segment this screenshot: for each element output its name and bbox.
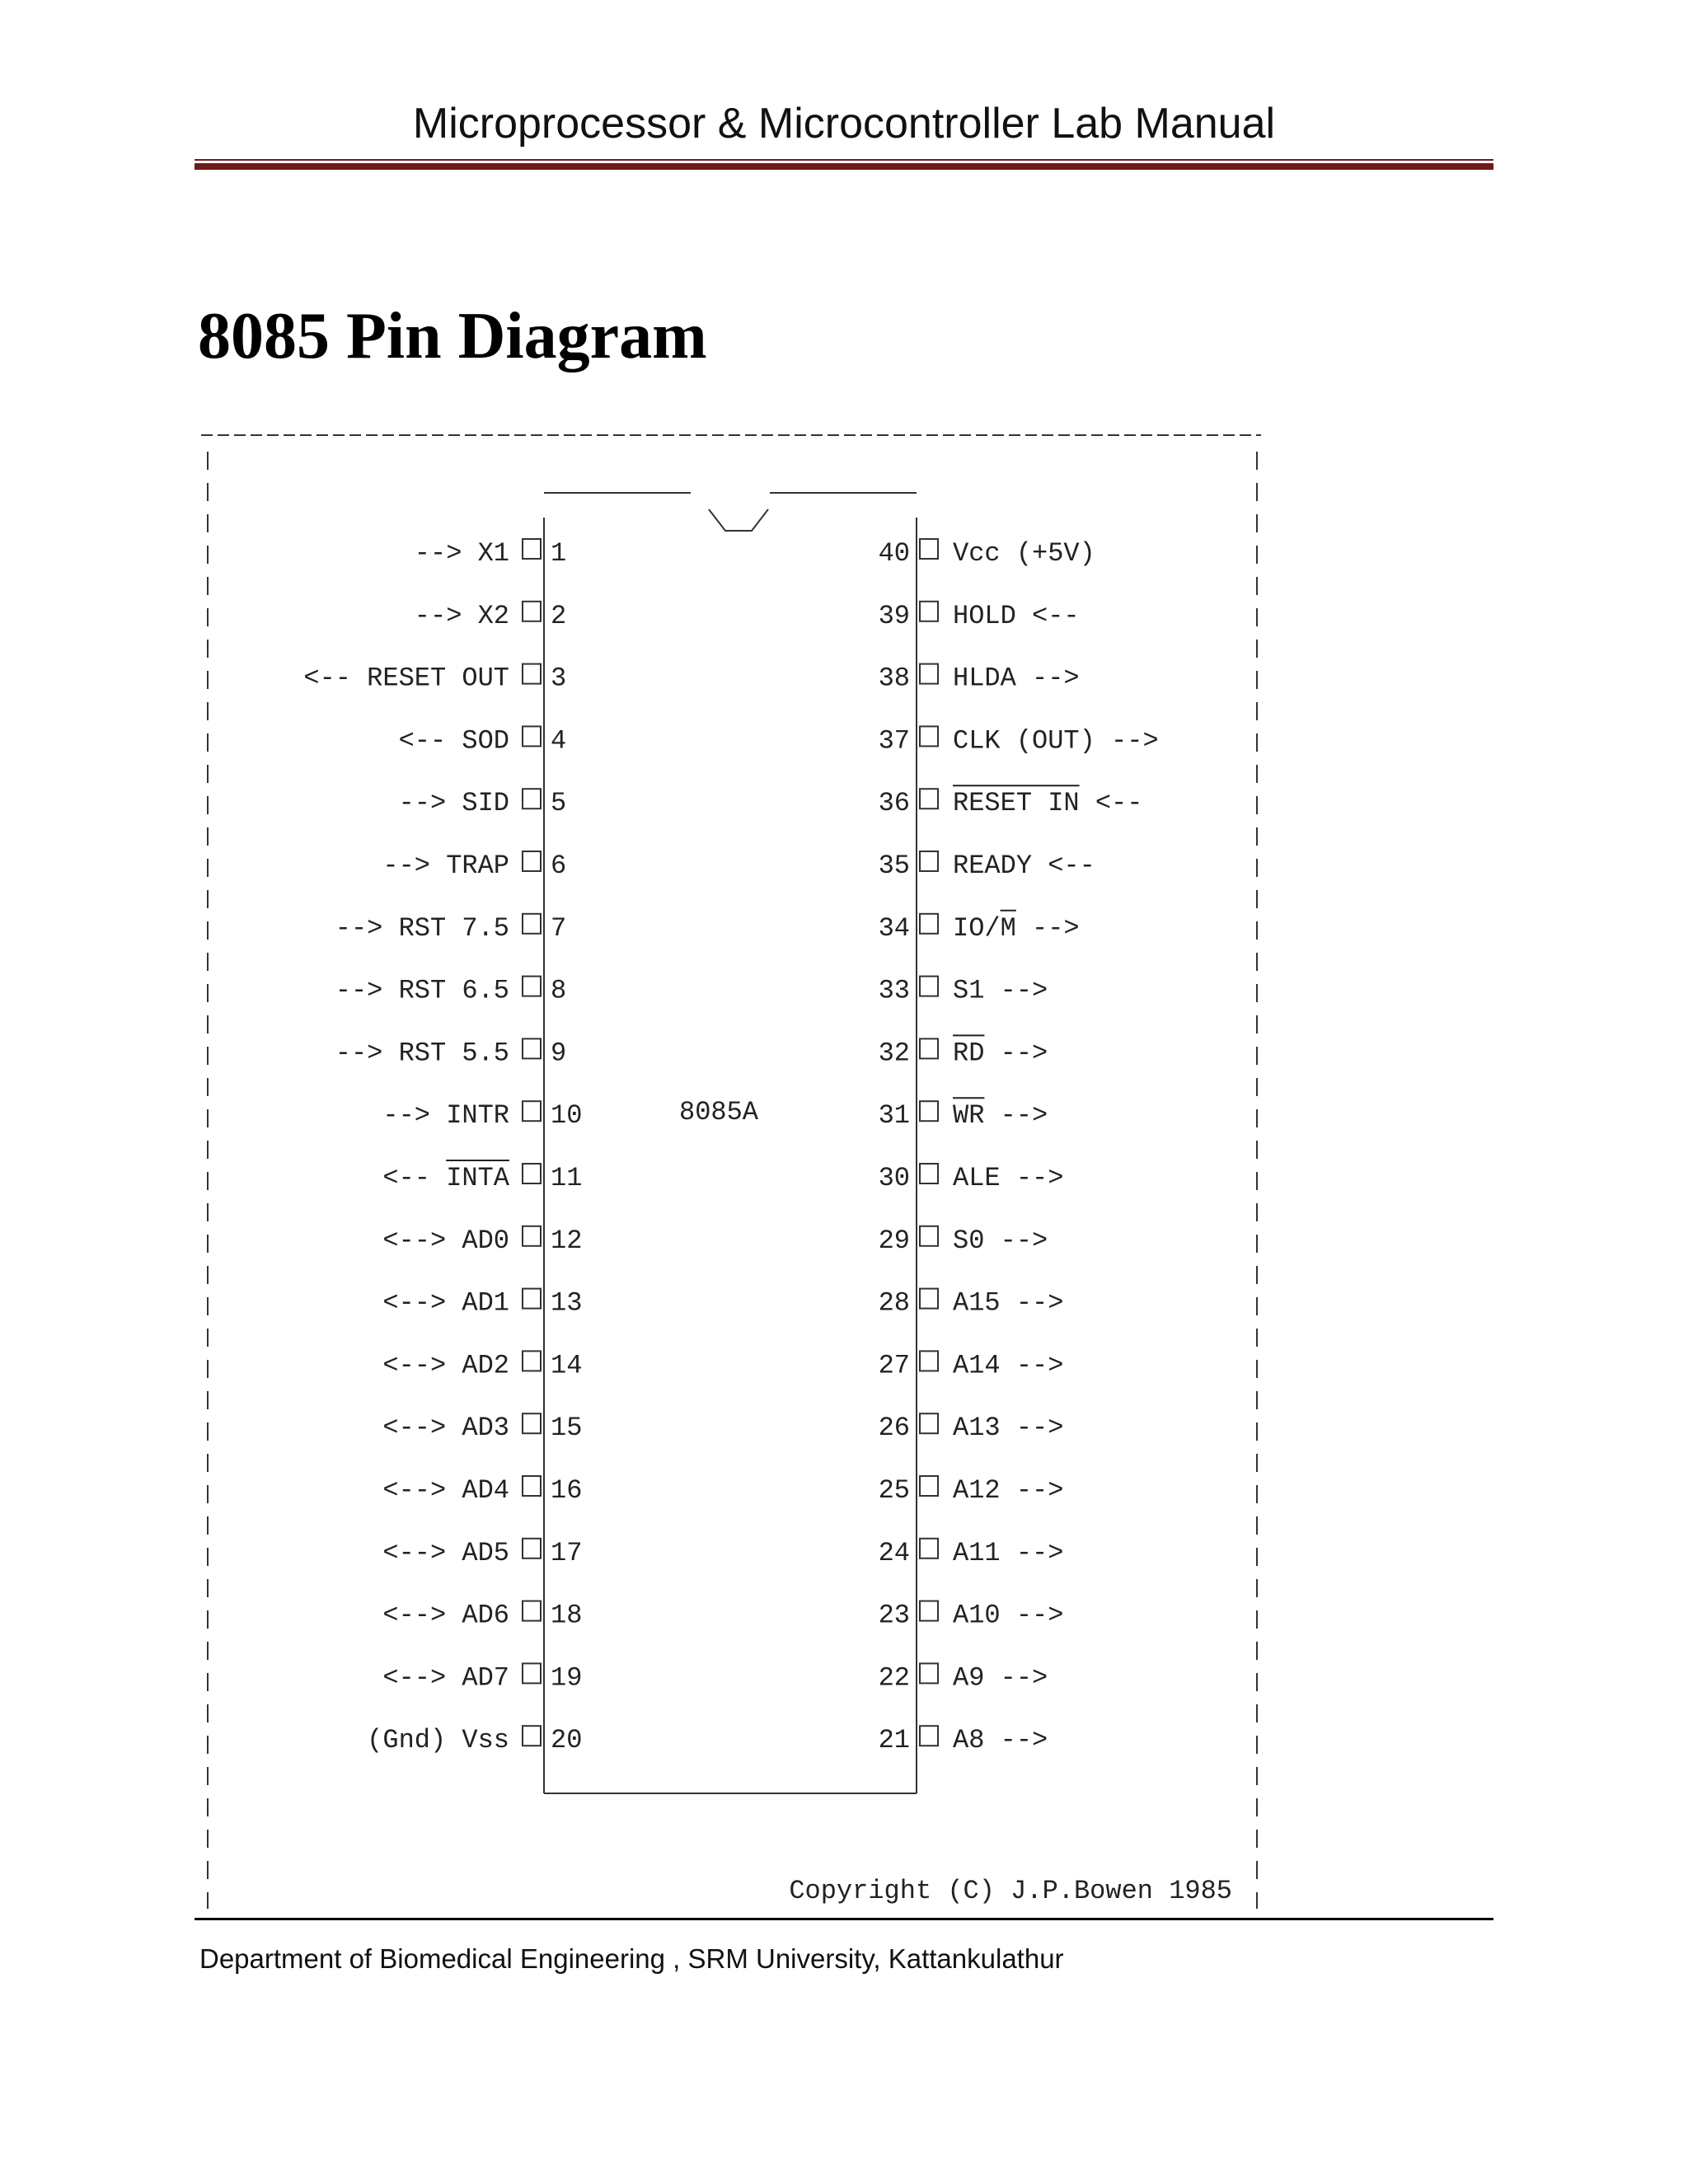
pin-14-number: 14 xyxy=(551,1350,583,1381)
pin-27-label: A14 --> xyxy=(953,1350,1064,1381)
pin-16-stub xyxy=(523,1476,541,1496)
pin-diagram-svg xyxy=(198,417,1286,1917)
pin-16-label: <--> AD4 xyxy=(382,1475,509,1506)
pin-19-number: 19 xyxy=(551,1662,583,1694)
pin-7-stub xyxy=(523,914,541,934)
pin-12-stub xyxy=(523,1226,541,1246)
pin-4-label: <-- SOD xyxy=(398,725,509,757)
pin-10-label: --> INTR xyxy=(382,1100,509,1132)
pin-15-label: <--> AD3 xyxy=(382,1413,509,1444)
pin-18-stub xyxy=(523,1601,541,1621)
pin-14-stub xyxy=(523,1351,541,1371)
pin-15-number: 15 xyxy=(551,1413,583,1444)
pin-6-label: --> TRAP xyxy=(382,851,509,881)
pin-11-stub xyxy=(523,1164,541,1183)
pin-31-number: 31 xyxy=(878,1100,910,1132)
pin-22-stub xyxy=(920,1663,938,1683)
pin-26-stub xyxy=(920,1413,938,1433)
pin-7-number: 7 xyxy=(551,912,567,944)
pin-37-label: CLK (OUT) --> xyxy=(953,725,1159,757)
pin-31-stub xyxy=(920,1101,938,1121)
pin-17-number: 17 xyxy=(551,1537,583,1568)
pin-13-label: <--> AD1 xyxy=(382,1287,509,1319)
pin-25-stub xyxy=(920,1476,938,1496)
pin-27-number: 27 xyxy=(878,1350,910,1381)
pin-27-stub xyxy=(920,1351,938,1371)
pin-19-label: <--> AD7 xyxy=(382,1662,509,1694)
pin-3-label: <-- RESET OUT xyxy=(303,663,509,694)
pin-1-stub xyxy=(523,539,541,559)
document-title: 8085 Pin Diagram xyxy=(198,300,707,373)
pin-30-number: 30 xyxy=(878,1163,910,1193)
pin-21-label: A8 --> xyxy=(953,1725,1048,1756)
pin-38-stub xyxy=(920,664,938,684)
pin-11-number: 11 xyxy=(551,1163,583,1193)
pin-25-number: 25 xyxy=(878,1475,910,1506)
pin-33-label: S1 --> xyxy=(953,975,1048,1006)
pin-5-number: 5 xyxy=(551,788,567,819)
pin-21-stub xyxy=(920,1726,938,1746)
pin-32-number: 32 xyxy=(878,1038,910,1069)
pin-34-stub xyxy=(920,914,938,934)
pin-30-label: ALE --> xyxy=(953,1163,1064,1193)
pin-23-stub xyxy=(920,1601,938,1621)
pin-17-label: <--> AD5 xyxy=(382,1537,509,1568)
pin-37-number: 37 xyxy=(878,725,910,757)
pin-30-stub xyxy=(920,1164,938,1183)
pin-16-number: 16 xyxy=(551,1475,583,1506)
copyright-text: Copyright (C) J.P.Bowen 1985 xyxy=(789,1876,1232,1906)
pin-34-number: 34 xyxy=(878,912,910,944)
pin-5-stub xyxy=(523,789,541,808)
chip-label: 8085A xyxy=(678,1097,759,1127)
pin-8-number: 8 xyxy=(551,975,567,1006)
pin-40-number: 40 xyxy=(878,538,910,569)
pin-8-label: --> RST 6.5 xyxy=(335,975,509,1006)
pin-34-label: IO/M --> xyxy=(953,912,1080,944)
pin-28-label: A15 --> xyxy=(953,1287,1064,1319)
pin-21-number: 21 xyxy=(878,1725,910,1756)
pin-22-label: A9 --> xyxy=(953,1662,1048,1694)
pin-35-number: 35 xyxy=(878,851,910,881)
pin-23-label: A10 --> xyxy=(953,1600,1064,1631)
pin-28-stub xyxy=(920,1289,938,1309)
pin-17-stub xyxy=(523,1539,541,1558)
pin-diagram xyxy=(198,417,1286,1917)
pin-20-label: (Gnd) Vss xyxy=(367,1725,509,1756)
pin-40-label: Vcc (+5V) xyxy=(953,538,1095,569)
pin-36-number: 36 xyxy=(878,788,910,819)
pin-3-stub xyxy=(523,664,541,684)
pin-6-number: 6 xyxy=(551,851,567,881)
header-rule xyxy=(195,159,1493,161)
pin-9-stub xyxy=(523,1038,541,1058)
pin-31-label: WR --> xyxy=(953,1100,1048,1132)
pin-35-stub xyxy=(920,851,938,871)
pin-32-label: RD --> xyxy=(953,1038,1048,1069)
pin-2-number: 2 xyxy=(551,600,567,631)
pin-23-number: 23 xyxy=(878,1600,910,1631)
page-footer: Department of Biomedical Engineering , SRM University, Kattankulathur xyxy=(199,1943,1064,1974)
pin-37-stub xyxy=(920,726,938,746)
pin-4-number: 4 xyxy=(551,725,567,757)
pin-25-label: A12 --> xyxy=(953,1475,1064,1506)
pin-35-label: READY <-- xyxy=(953,851,1095,881)
pin-36-stub xyxy=(920,789,938,808)
pin-32-stub xyxy=(920,1038,938,1058)
pin-12-label: <--> AD0 xyxy=(382,1225,509,1256)
pin-5-label: --> SID xyxy=(398,788,509,819)
header-rule-thick xyxy=(195,163,1493,170)
pin-33-stub xyxy=(920,977,938,996)
pin-24-label: A11 --> xyxy=(953,1537,1064,1568)
pin-33-number: 33 xyxy=(878,975,910,1006)
pin-13-number: 13 xyxy=(551,1287,583,1319)
pin-4-stub xyxy=(523,726,541,746)
pin-20-number: 20 xyxy=(551,1725,583,1756)
pin-29-number: 29 xyxy=(878,1225,910,1256)
pin-38-label: HLDA --> xyxy=(953,663,1080,694)
pin-11-label: <-- INTA xyxy=(382,1163,509,1193)
pin-14-label: <--> AD2 xyxy=(382,1350,509,1381)
pin-29-label: S0 --> xyxy=(953,1225,1048,1256)
pin-10-stub xyxy=(523,1101,541,1121)
pin-39-label: HOLD <-- xyxy=(953,600,1080,631)
pin-1-number: 1 xyxy=(551,538,567,569)
pin-20-stub xyxy=(523,1726,541,1746)
pin-3-number: 3 xyxy=(551,663,567,694)
pin-24-stub xyxy=(920,1539,938,1558)
pin-38-number: 38 xyxy=(878,663,910,694)
pin-36-label: RESET IN <-- xyxy=(953,788,1143,819)
pin-1-label: --> X1 xyxy=(414,538,509,569)
pin-24-number: 24 xyxy=(878,1537,910,1568)
pin-39-stub xyxy=(920,602,938,621)
pin-18-label: <--> AD6 xyxy=(382,1600,509,1631)
pin-15-stub xyxy=(523,1413,541,1433)
pin-40-stub xyxy=(920,539,938,559)
pin-19-stub xyxy=(523,1663,541,1683)
pin-26-number: 26 xyxy=(878,1413,910,1444)
pin-12-number: 12 xyxy=(551,1225,583,1256)
pin-9-number: 9 xyxy=(551,1038,567,1069)
pin-9-label: --> RST 5.5 xyxy=(335,1038,509,1069)
pin-26-label: A13 --> xyxy=(953,1413,1064,1444)
pin-8-stub xyxy=(523,977,541,996)
pin-18-number: 18 xyxy=(551,1600,583,1631)
pin-28-number: 28 xyxy=(878,1287,910,1319)
page-header: Microprocessor & Microcontroller Lab Manual xyxy=(412,100,1276,148)
pin-7-label: --> RST 7.5 xyxy=(335,912,509,944)
pin-2-label: --> X2 xyxy=(414,600,509,631)
pin-10-number: 10 xyxy=(551,1100,583,1132)
pin-29-stub xyxy=(920,1226,938,1246)
pin-2-stub xyxy=(523,602,541,621)
pin-13-stub xyxy=(523,1289,541,1309)
pin-39-number: 39 xyxy=(878,600,910,631)
pin-6-stub xyxy=(523,851,541,871)
pin-22-number: 22 xyxy=(878,1662,910,1694)
chip-notch xyxy=(709,509,768,531)
footer-rule xyxy=(195,1918,1493,1920)
